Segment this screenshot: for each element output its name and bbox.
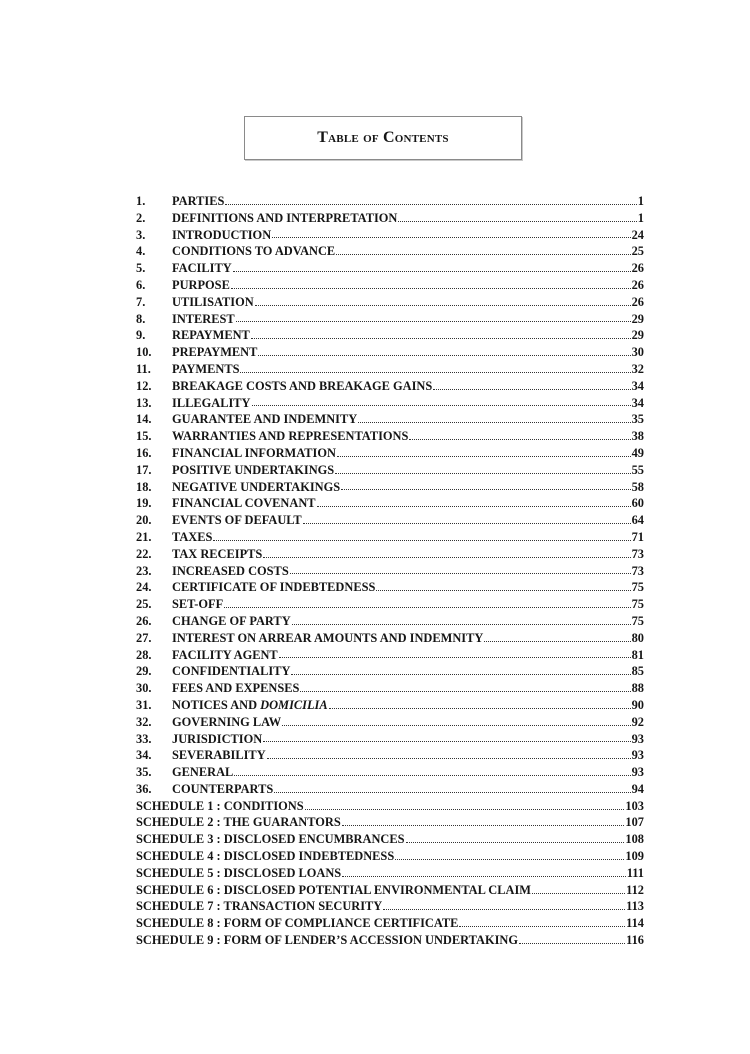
toc-entry-label-text: FINANCIAL INFORMATION — [172, 445, 336, 460]
toc-entry-label — [172, 495, 316, 512]
toc-entry-label-text: PAYMENTS — [172, 361, 240, 376]
toc-entry-label — [172, 613, 291, 630]
toc-entry-number: 33. — [136, 731, 152, 746]
toc-entry — [136, 731, 644, 748]
toc-entry-number: 35. — [136, 765, 152, 780]
toc-entry-label — [172, 546, 262, 563]
dot-leader — [224, 607, 630, 608]
toc-entry — [136, 596, 644, 613]
toc-schedule — [136, 898, 644, 915]
toc-entry-label — [172, 428, 408, 445]
dot-leader — [240, 372, 630, 373]
toc-entry — [136, 378, 644, 395]
toc-entry — [136, 495, 644, 512]
toc-entry-label — [172, 294, 254, 311]
toc-schedule-page: 114 — [626, 916, 644, 931]
toc-schedule-label: SCHEDULE 7 : TRANSACTION SECURITY — [136, 899, 383, 914]
toc-schedule-page: 111 — [626, 865, 644, 880]
toc-entry-label-text: GENERAL — [172, 765, 234, 780]
toc-entry-number: 25. — [136, 597, 152, 612]
toc-entry-page: 32 — [631, 361, 644, 376]
toc-entry — [136, 512, 644, 529]
toc-entry-number: 28. — [136, 647, 152, 662]
toc-entry-number: 12. — [136, 378, 152, 393]
toc-entry-number: 4. — [136, 244, 146, 259]
toc-entry-label — [172, 512, 302, 529]
dot-leader — [342, 825, 625, 826]
toc-entry-label — [172, 563, 289, 580]
toc-entry — [136, 714, 644, 731]
toc-schedule — [136, 882, 644, 899]
dot-leader — [225, 204, 636, 205]
toc-entry-label-text: NOTICES AND — [172, 697, 258, 712]
toc-entry-label-text: SEVERABILITY — [172, 748, 266, 763]
dot-leader — [274, 792, 630, 793]
toc-entry-label-text: PREPAYMENT — [172, 345, 258, 360]
toc-entry-number: 26. — [136, 613, 152, 628]
toc-entry-label — [172, 680, 299, 697]
toc-entry-label — [172, 479, 340, 496]
toc-entry-page: 73 — [631, 546, 644, 561]
toc-entry-label-text: INTEREST ON ARREAR AMOUNTS AND INDEMNITY — [172, 630, 484, 645]
dot-leader — [233, 271, 631, 272]
toc-entry-label — [172, 361, 239, 378]
toc-schedule — [136, 798, 644, 815]
toc-list — [136, 193, 644, 949]
toc-entry-page: 49 — [631, 445, 644, 460]
toc-entry — [136, 277, 644, 294]
dot-leader — [337, 456, 631, 457]
toc-entry-label — [172, 764, 233, 781]
toc-entry — [136, 227, 644, 244]
dot-leader — [303, 523, 631, 524]
dot-leader — [234, 775, 630, 776]
toc-entry-number: 36. — [136, 781, 152, 796]
toc-entry-page: 92 — [631, 714, 644, 729]
toc-entry-label-text: INTEREST — [172, 311, 235, 326]
toc-schedule-label: SCHEDULE 4 : DISCLOSED INDEBTEDNESS — [136, 849, 395, 864]
toc-entry-label-text: CHANGE OF PARTY — [172, 613, 291, 628]
toc-entry — [136, 647, 644, 664]
toc-entry-number: 8. — [136, 311, 146, 326]
toc-entry-label — [172, 714, 281, 731]
dot-leader — [484, 641, 630, 642]
toc-schedule-page: 103 — [625, 798, 644, 813]
toc-entry-label — [172, 210, 397, 227]
toc-entry-number: 3. — [136, 227, 146, 242]
dot-leader — [329, 708, 631, 709]
toc-entry-label-text: BREAKAGE COSTS AND BREAKAGE GAINS — [172, 378, 433, 393]
toc-entry-label-text: GUARANTEE AND INDEMNITY — [172, 412, 358, 427]
toc-entry-page: 29 — [631, 311, 644, 326]
toc-entry-label — [172, 411, 357, 428]
toc-entry-label — [172, 596, 223, 613]
toc-entry-label-text: TAXES — [172, 529, 213, 544]
toc-entry-label-text: UTILISATION — [172, 294, 254, 309]
toc-entry-page: 34 — [631, 395, 644, 410]
toc-entry-number: 11. — [136, 361, 151, 376]
toc-entry-page: 64 — [631, 513, 644, 528]
toc-entry-number: 6. — [136, 277, 146, 292]
toc-entry-page: 90 — [631, 697, 644, 712]
dot-leader — [300, 691, 630, 692]
toc-entry-page: 81 — [631, 647, 644, 662]
toc-entry-label-text: EVENTS OF DEFAULT — [172, 513, 302, 528]
dot-leader — [433, 389, 630, 390]
toc-entry — [136, 193, 644, 210]
toc-entry — [136, 630, 644, 647]
toc-schedule-page: 107 — [625, 815, 644, 830]
dot-leader — [341, 489, 630, 490]
dot-leader — [213, 540, 630, 541]
toc-schedule — [136, 831, 644, 848]
toc-entry-label-text: FEES AND EXPENSES — [172, 681, 300, 696]
dot-leader — [409, 439, 630, 440]
toc-entry-label-text: JURISDICTION — [172, 731, 263, 746]
dot-leader — [342, 876, 626, 877]
toc-entry — [136, 311, 644, 328]
toc-entry-label — [172, 579, 375, 596]
toc-entry-label — [172, 260, 232, 277]
toc-entry-number: 19. — [136, 496, 152, 511]
toc-schedule — [136, 814, 644, 831]
toc-entry-label — [172, 227, 271, 244]
toc-entry-page: 71 — [631, 529, 644, 544]
toc-schedule-page: 116 — [626, 933, 644, 948]
toc-entry-page: 60 — [631, 496, 644, 511]
toc-entry-page: 75 — [631, 580, 644, 595]
toc-schedule-page: 112 — [626, 882, 644, 897]
toc-entry — [136, 613, 644, 630]
toc-entry-label — [172, 445, 336, 462]
dot-leader — [336, 254, 630, 255]
toc-entry — [136, 327, 644, 344]
toc-schedule — [136, 848, 644, 865]
toc-entry-label — [172, 327, 250, 344]
toc-entry — [136, 697, 644, 714]
toc-entry-page: 24 — [631, 227, 644, 242]
toc-entry-label — [172, 395, 251, 412]
toc-entry — [136, 210, 644, 227]
toc-schedule-page: 113 — [626, 899, 644, 914]
toc-entry — [136, 563, 644, 580]
toc-entry-number: 23. — [136, 563, 152, 578]
toc-entry-label — [172, 344, 257, 361]
dot-leader — [317, 506, 631, 507]
dot-leader — [292, 624, 631, 625]
toc-entry-label-text: SET-OFF — [172, 597, 224, 612]
dot-leader — [519, 943, 625, 944]
toc-entry — [136, 395, 644, 412]
dot-leader — [291, 674, 630, 675]
toc-entry-number: 29. — [136, 664, 152, 679]
toc-entry-page: 75 — [631, 613, 644, 628]
toc-entry-label-text: WARRANTIES AND REPRESENTATIONS — [172, 429, 409, 444]
toc-entry-number: 14. — [136, 412, 152, 427]
toc-entry-label-text: ILLEGALITY — [172, 395, 251, 410]
dot-leader — [263, 557, 630, 558]
toc-entry-number: 16. — [136, 445, 152, 460]
dot-leader — [395, 859, 624, 860]
toc-entry-label — [172, 462, 334, 479]
toc-entry-label-text: DEFINITIONS AND INTERPRETATION — [172, 210, 398, 225]
toc-entry-page: 35 — [631, 412, 644, 427]
toc-schedule-page: 109 — [625, 849, 644, 864]
dot-leader — [335, 473, 630, 474]
toc-entry-page: 26 — [631, 277, 644, 292]
dot-leader — [305, 809, 625, 810]
toc-entry — [136, 579, 644, 596]
toc-entry-label-text: COUNTERPARTS — [172, 781, 274, 796]
dot-leader — [406, 842, 625, 843]
toc-entry-number: 30. — [136, 681, 152, 696]
toc-entry-label-text: PARTIES — [172, 194, 225, 208]
toc-entry-label — [172, 529, 212, 546]
dot-leader — [358, 422, 630, 423]
toc-entry-number: 18. — [136, 479, 152, 494]
toc-entry-label-italic: DOMICILIA — [260, 697, 328, 712]
toc-entry-label-text: FINANCIAL COVENANT — [172, 496, 316, 511]
toc-entry — [136, 260, 644, 277]
toc-entry-page: 75 — [631, 597, 644, 612]
toc-entry-page: 26 — [631, 294, 644, 309]
toc-entry-page: 29 — [631, 328, 644, 343]
toc-schedule — [136, 865, 644, 882]
toc-entry — [136, 344, 644, 361]
toc-entry-label — [172, 277, 230, 294]
toc-entry-label — [172, 781, 273, 798]
dot-leader — [263, 741, 630, 742]
toc-entry — [136, 680, 644, 697]
dot-leader — [251, 338, 631, 339]
toc-entry-label-text: CONDITIONS TO ADVANCE — [172, 244, 336, 259]
toc-entry-number: 20. — [136, 513, 152, 528]
toc-entry-label-text: REPAYMENT — [172, 328, 250, 343]
toc-entry-page: 30 — [631, 345, 644, 360]
toc-entry-page: 93 — [631, 748, 644, 763]
toc-entry-number: 13. — [136, 395, 152, 410]
toc-schedule-label: SCHEDULE 6 : DISCLOSED POTENTIAL ENVIRONMENTAL CLAIM — [136, 882, 531, 897]
toc-entry — [136, 294, 644, 311]
dot-leader — [231, 288, 631, 289]
toc-entry — [136, 546, 644, 563]
dot-leader — [252, 405, 631, 406]
toc-entry-label — [172, 378, 432, 395]
toc-entry-page: 94 — [631, 781, 644, 796]
dot-leader — [290, 573, 631, 574]
toc-entry — [136, 764, 644, 781]
toc-title: Table of Contents — [317, 129, 449, 146]
toc-schedule-page: 108 — [625, 832, 644, 847]
toc-entry-page: 73 — [631, 563, 644, 578]
toc-entry-label-text: FACILITY AGENT — [172, 647, 278, 662]
toc-entry — [136, 529, 644, 546]
dot-leader — [459, 926, 625, 927]
toc-entry-label — [172, 663, 290, 680]
toc-entry-number: 27. — [136, 630, 152, 645]
toc-entry — [136, 445, 644, 462]
toc-entry-number: 22. — [136, 546, 152, 561]
toc-entry-label-text: INCREASED COSTS — [172, 563, 289, 578]
toc-entry-number: 15. — [136, 429, 152, 444]
dot-leader — [398, 221, 636, 222]
toc-entry-number: 17. — [136, 462, 152, 477]
toc-entry — [136, 663, 644, 680]
toc-entry-page: 80 — [631, 630, 644, 645]
dot-leader — [258, 355, 630, 356]
toc-entry-number: 21. — [136, 529, 152, 544]
toc-entry — [136, 462, 644, 479]
toc-entry-label — [172, 747, 266, 764]
toc-entry-page: 88 — [631, 681, 644, 696]
toc-entry — [136, 781, 644, 798]
toc-entry — [136, 428, 644, 445]
toc-entry — [136, 361, 644, 378]
dot-leader — [236, 321, 631, 322]
dot-leader — [282, 725, 630, 726]
toc-entry-label — [172, 647, 278, 664]
toc-schedule-label: SCHEDULE 2 : THE GUARANTORS — [136, 815, 341, 830]
toc-entry-label — [172, 697, 328, 714]
toc-entry-label-text: INTRODUCTION — [172, 227, 272, 242]
toc-entry-page: 1 — [637, 210, 644, 225]
toc-entry-label-text: POSITIVE UNDERTAKINGS — [172, 462, 335, 477]
toc-entry-number: 10. — [136, 345, 152, 360]
toc-entry-number: 7. — [136, 294, 146, 309]
toc-entry-label-text: TAX RECEIPTS — [172, 546, 263, 561]
toc-entry-page: 93 — [631, 765, 644, 780]
toc-title-box — [244, 116, 522, 160]
toc-entry-number: 5. — [136, 261, 146, 276]
toc-entry-label — [172, 311, 235, 328]
toc-entry-label-text: CONFIDENTIALITY — [172, 664, 291, 679]
toc-entry-number: 24. — [136, 580, 152, 595]
toc-entry-page: 25 — [631, 244, 644, 259]
toc-entry-number: 34. — [136, 748, 152, 763]
dot-leader — [532, 893, 625, 894]
dot-leader — [279, 657, 631, 658]
toc-entry-number: 32. — [136, 714, 152, 729]
dot-leader — [376, 590, 630, 591]
toc-entry-label — [172, 193, 224, 210]
toc-schedule-label: SCHEDULE 9 : FORM OF LENDER’S ACCESSION UNDERTAKING — [136, 933, 518, 948]
toc-entry-page: 1 — [637, 194, 644, 208]
toc-schedule-label: SCHEDULE 3 : DISCLOSED ENCUMBRANCES — [136, 832, 405, 847]
toc-entry-page: 55 — [631, 462, 644, 477]
toc-entry-label-text: GOVERNING LAW — [172, 714, 282, 729]
dot-leader — [255, 305, 631, 306]
toc-entry-page: 58 — [631, 479, 644, 494]
toc-entry — [136, 747, 644, 764]
toc-entry-number: 31. — [136, 697, 152, 712]
toc-entry-page: 34 — [631, 378, 644, 393]
toc-entry — [136, 243, 644, 260]
toc-entry-label — [172, 630, 483, 647]
toc-schedule — [136, 932, 644, 949]
toc-entry-page: 85 — [631, 664, 644, 679]
toc-entry-page: 93 — [631, 731, 644, 746]
toc-entry — [136, 411, 644, 428]
toc-entry-page: 38 — [631, 429, 644, 444]
dot-leader — [267, 758, 631, 759]
toc-entry-label — [172, 243, 335, 260]
toc-entry-label-text: CERTIFICATE OF INDEBTEDNESS — [172, 580, 376, 595]
toc-entry-label-text: FACILITY — [172, 261, 232, 276]
dot-leader — [272, 237, 630, 238]
toc-schedule-label: SCHEDULE 5 : DISCLOSED LOANS — [136, 865, 342, 880]
toc-entry-number: 1. — [136, 194, 146, 208]
toc-entry — [136, 479, 644, 496]
toc-entry-page: 26 — [631, 261, 644, 276]
toc-entry-label-text: NEGATIVE UNDERTAKINGS — [172, 479, 341, 494]
toc-schedule — [136, 915, 644, 932]
toc-entry-label — [172, 731, 262, 748]
toc-schedule-label: SCHEDULE 8 : FORM OF COMPLIANCE CERTIFICATE — [136, 916, 459, 931]
dot-leader — [383, 909, 625, 910]
toc-schedule-label: SCHEDULE 1 : CONDITIONS — [136, 798, 304, 813]
toc-entry-label-text: PURPOSE — [172, 277, 230, 292]
toc-entry-number: 9. — [136, 328, 146, 343]
toc-entry-number: 2. — [136, 210, 146, 225]
